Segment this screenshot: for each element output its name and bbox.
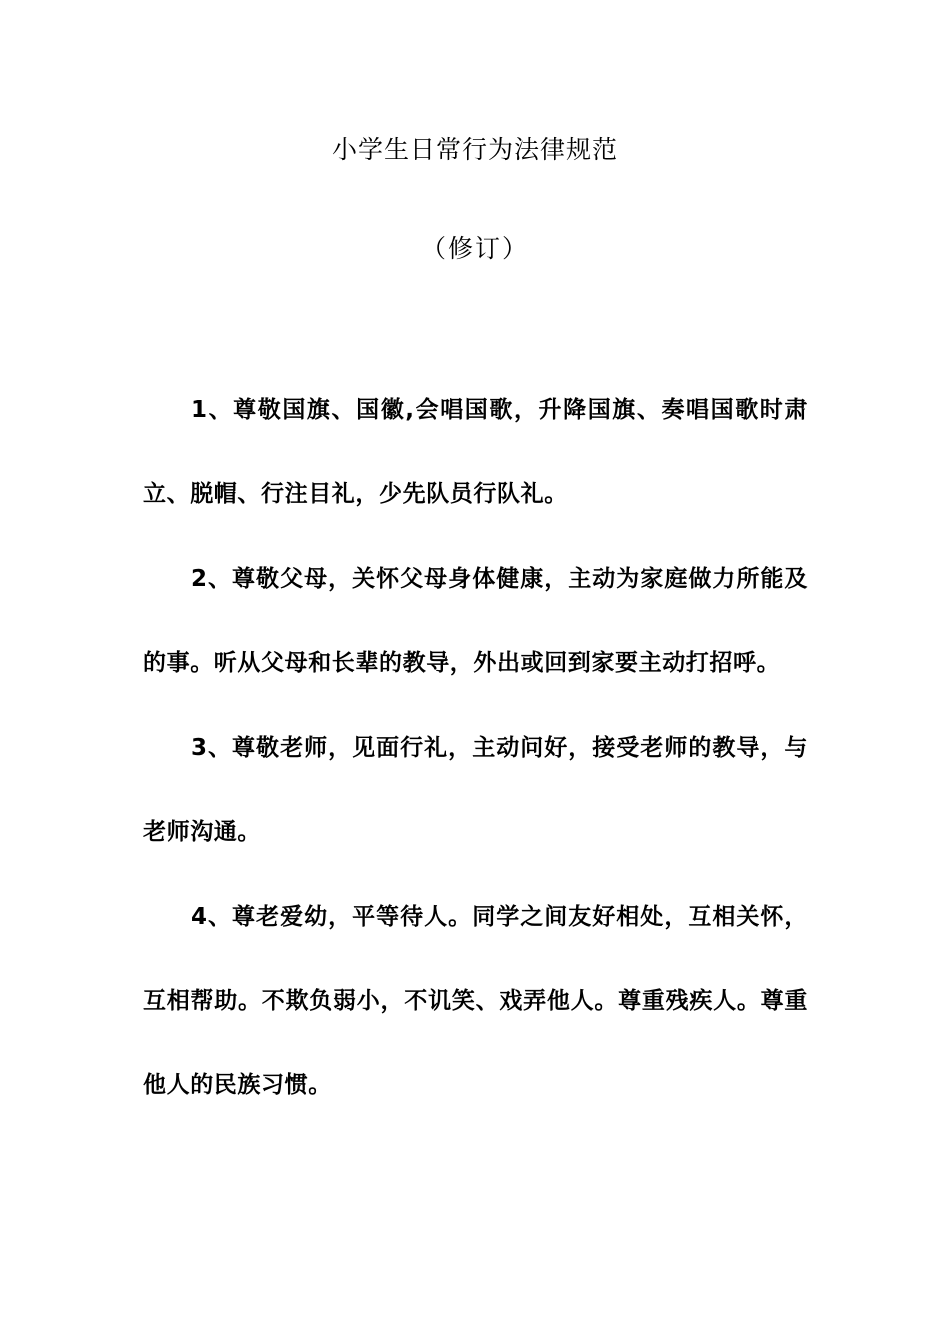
paragraph-3: 3、尊敬老师，见面行礼，主动问好，接受老师的教导，与老师沟通。 xyxy=(143,735,808,845)
paragraph-1: 1、尊敬国旗、国徽,会唱国歌，升降国旗、奏唱国歌时肃立、脱帽、行注目礼，少先队员行队礼。 xyxy=(143,397,808,507)
document-body xyxy=(143,368,808,1127)
paragraph-4: 4、尊老爱幼，平等待人。同学之间友好相处，互相关怀，互相帮助。不欺负弱小，不讥笑、戏弄他人。尊重残疾人。尊重他人的民族习惯。 xyxy=(143,904,808,1098)
document-subtitle: （修订） xyxy=(420,234,529,263)
paragraph-2: 2、尊敬父母，关怀父母身体健康，主动为家庭做力所能及的事。听从父母和长辈的教导，外出或回到家要主动打招呼。 xyxy=(143,566,808,676)
document-title: 小学生日常行为法律规范 xyxy=(331,135,618,164)
